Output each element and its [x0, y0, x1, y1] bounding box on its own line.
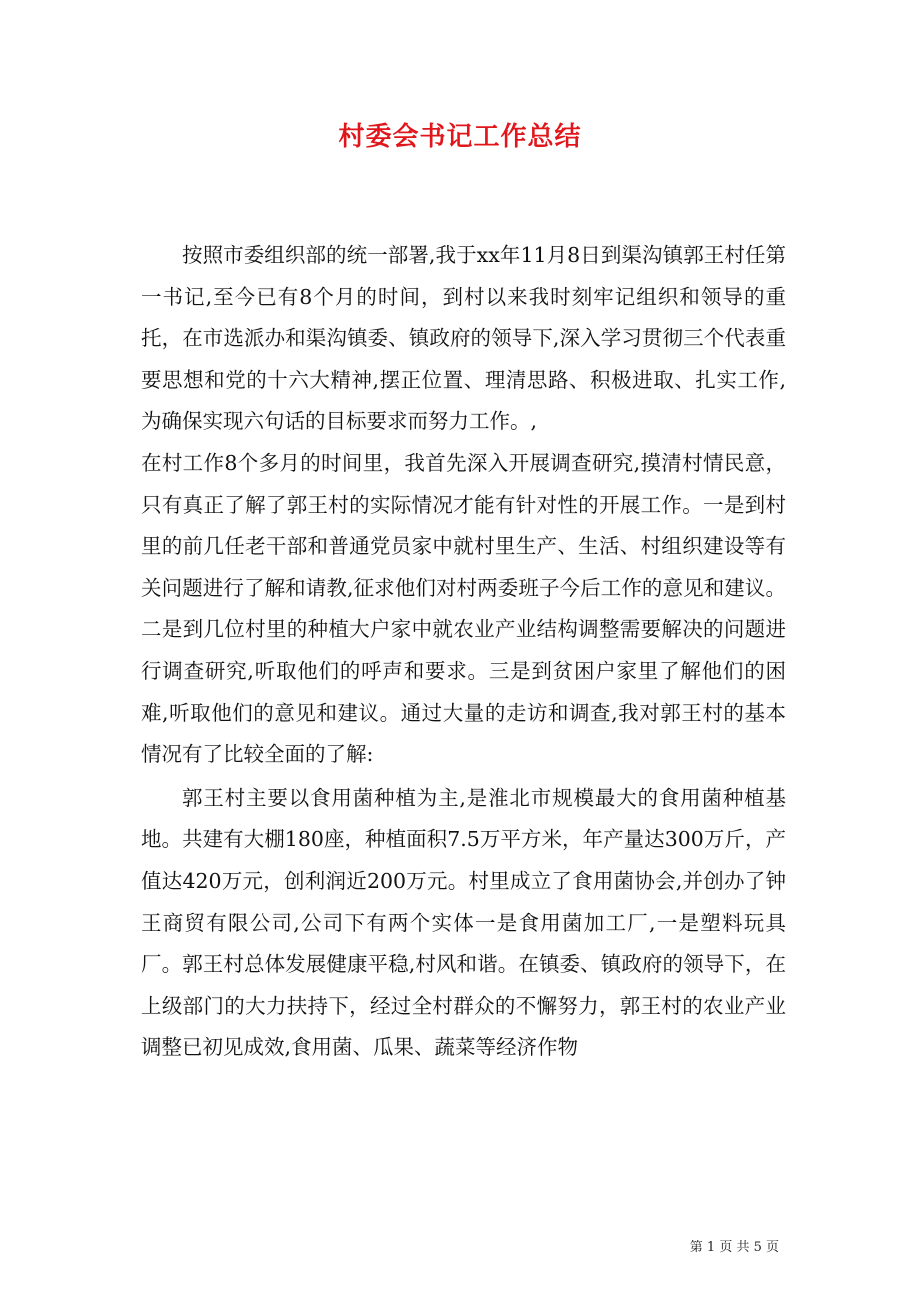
- document-body: [141, 235, 786, 1069]
- paragraph-intro: 按照市委组织部的统一部署,我于xx年11月8日到渠沟镇郭王村任第一书记,至今已有8个月的时间，到村以来我时刻牢记组织和领导的重托，在市选派办和渠沟镇委、镇政府的领导下,深入学习贯彻三个代表重要思想和党的十六大精神,摆正位置、理清思路、积极进取、扎实工作,为确保实现六句话的目标要求而努力工作。,: [141, 243, 786, 434]
- page-footer: 第 1 页 共 5 页: [689, 1240, 779, 1255]
- paragraph-village-overview: 郭王村主要以食用菌种植为主,是淮北市规模最大的食用菌种植基地。共建有大棚180座，种植面积7.5万平方米，年产量达300万斤，产值达420万元，创利润近200万元。村里成立了食用菌协会,并创办了钟王商贸有限公司,公司下有两个实体一是食用菌加工厂,一是塑料玩具厂。郭王村总体发展健康平稳,村风和谐。在镇委、镇政府的领导下，在上级部门的大力扶持下，经过全村群众的不懈努力，郭王村的农业产业调整已初见成效,食用菌、瓜果、蔬菜等经济作物: [141, 785, 786, 1060]
- document-title: 村委会书记工作总结: [338, 122, 582, 152]
- paragraph-investigation: 在村工作8个多月的时间里，我首先深入开展调查研究,摸清村情民意，只有真正了解了郭王村的实际情况才能有针对性的开展工作。一是到村里的前几任老干部和普通党员家中就村里生产、生活、村组织建设等有关问题进行了解和请教,征求他们对村两委班子今后工作的意见和建议。二是到几位村里的种植大户家中就农业产业结构调整需要解决的问题进行调查研究,听取他们的呼声和要求。三是到贫困户家里了解他们的困难,听取他们的意见和建议。通过大量的走访和调查,我对郭王村的基本情况有了比较全面的了解:: [141, 450, 786, 767]
